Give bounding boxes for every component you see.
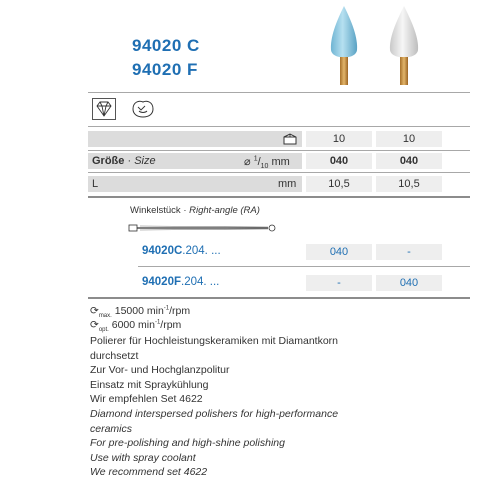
size-value: 040 <box>399 155 419 167</box>
description-line-en: Diamond interspersed polishers for high-performance <box>90 407 339 420</box>
angle-label: Winkelstück · Right-angle (RA) <box>130 205 260 216</box>
right-angle-shank-icon <box>128 221 278 235</box>
divider <box>88 297 470 299</box>
order-value: - <box>407 246 411 258</box>
description-line-en: For pre-polishing and high-shine polishing <box>90 437 285 450</box>
order-value: 040 <box>399 277 419 289</box>
speed-max: $⟳_{max.}$ 15000 $\min^{-1}$/rpm <box>90 305 191 320</box>
product-code-c: 94020 C <box>132 36 200 55</box>
divider <box>88 150 470 151</box>
divider <box>88 92 470 93</box>
length-label: L <box>92 178 99 190</box>
description-line: Polierer für Hochleistungskeramiken mit Diamantkorn <box>90 335 339 347</box>
order-code: 94020F.204. ... <box>142 276 220 288</box>
polisher-white-image <box>382 4 426 86</box>
pack-value: 10 <box>332 133 346 145</box>
divider <box>88 126 470 127</box>
description-block <box>90 334 338 480</box>
order-value: 040 <box>329 246 349 258</box>
divider <box>138 266 470 267</box>
description-line-en: ceramics <box>90 422 133 435</box>
package-icon <box>282 132 298 146</box>
description-line-en: Use with spray coolant <box>90 451 196 464</box>
size-label: Größe · Size <box>92 155 156 167</box>
diamond-icon <box>92 98 116 120</box>
pack-value: 10 <box>402 133 416 145</box>
divider <box>88 172 470 173</box>
size-value: 040 <box>329 155 349 167</box>
rotation-icon: ⟳ <box>90 305 99 317</box>
rotation-icon: ⟳ <box>90 319 99 331</box>
length-label-cell <box>88 176 302 192</box>
pack-label-cell <box>88 131 302 147</box>
size-unit: ⌀ $^1/_{10}$ mm <box>244 155 290 171</box>
ceramic-crown-icon <box>130 98 156 120</box>
length-value: 10,5 <box>398 178 420 190</box>
length-unit: mm <box>278 178 297 190</box>
speed-opt: $⟳_{opt.}$ 6000 $\min^{-1}$/rpm <box>90 319 182 334</box>
description-line: Einsatz mit Spraykühlung <box>90 378 209 391</box>
description-line: Zur Vor- und Hochglanzpolitur <box>90 364 230 377</box>
order-value: - <box>337 277 341 289</box>
length-value: 10,5 <box>328 178 350 190</box>
description-line: Wir empfehlen Set 4622 <box>90 393 203 406</box>
description-line: durchsetzt <box>90 349 139 362</box>
product-code-f: 94020 F <box>132 60 198 79</box>
divider <box>88 196 470 198</box>
description-line-en: We recommend set 4622 <box>90 466 208 479</box>
polisher-blue-image <box>322 4 366 86</box>
order-code: 94020C.204. ... <box>142 245 221 257</box>
